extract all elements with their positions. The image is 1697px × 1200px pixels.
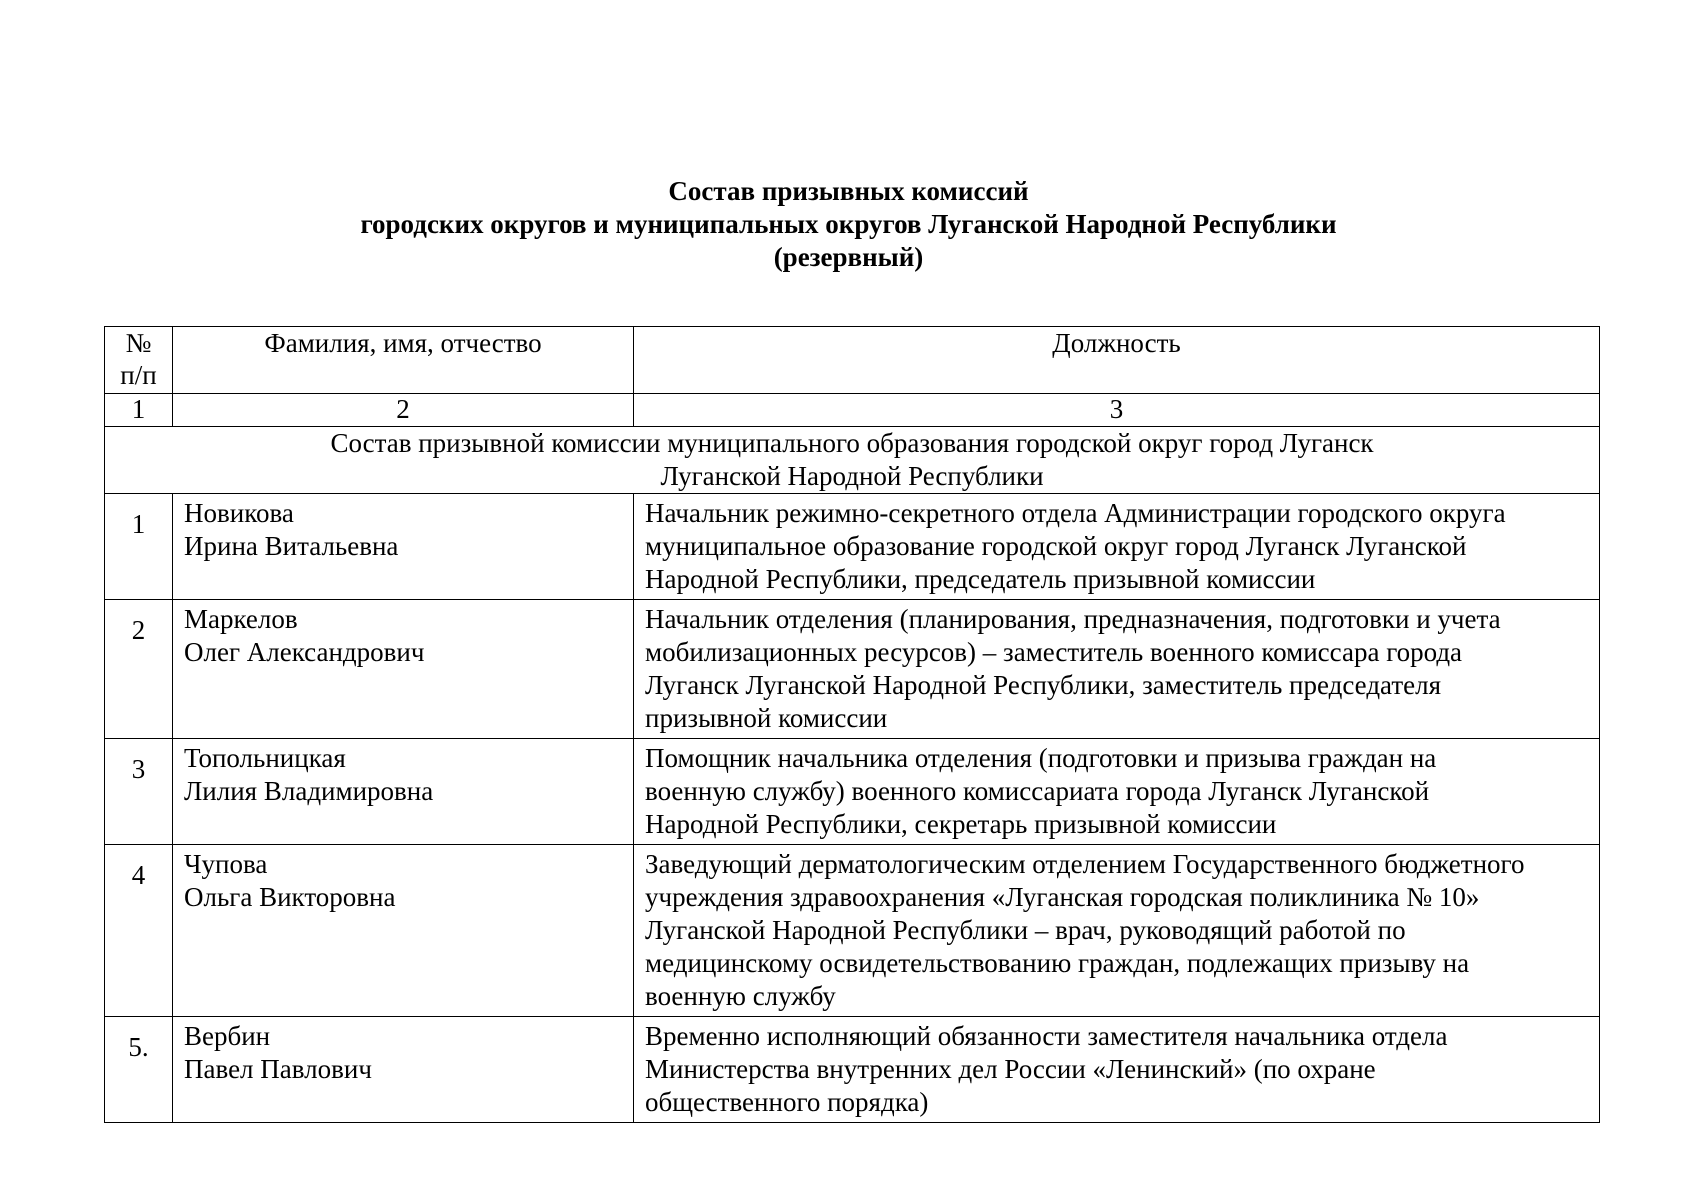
row-number: 4 — [105, 845, 173, 1017]
title-line-3: (резервный) — [773, 242, 924, 272]
section-heading — [105, 427, 1600, 494]
row-number: 1 — [105, 494, 173, 600]
member-given-names: Ольга Викторовна — [184, 882, 396, 912]
row-number: 2 — [105, 600, 173, 739]
section-heading-row — [105, 427, 1600, 494]
position-text-line: Временно исполняющий обязанности заместителя начальника отдела — [645, 1021, 1448, 1051]
position-text-line: учреждения здравоохранения «Луганская городская поликлиника № 10» — [645, 882, 1480, 912]
position-text-line: Начальник режимно-секретного отдела Администрации городского округа — [645, 498, 1506, 528]
member-given-names: Олег Александрович — [184, 637, 425, 667]
position-text-line: Народной Республики, председатель призывной комиссии — [645, 564, 1316, 594]
member-given-names: Ирина Витальевна — [184, 531, 399, 561]
member-position — [634, 600, 1600, 739]
title-line-1: Состав призывных комиссий — [668, 176, 1029, 206]
member-surname: Чупова — [184, 849, 268, 879]
table-header-row — [105, 327, 1600, 394]
position-text-line: призывной комиссии — [645, 703, 888, 733]
row-number: 5. — [105, 1017, 173, 1123]
member-surname: Маркелов — [184, 604, 298, 634]
section-heading-line-1: Состав призывной комиссии муниципального образования городской округ город Луганск — [330, 428, 1374, 458]
header-number-abbr: п/п — [120, 360, 157, 390]
member-full-name — [173, 845, 634, 1017]
position-text-line: общественного порядка) — [645, 1087, 929, 1117]
column-index-row — [105, 394, 1600, 427]
column-index-1: 1 — [105, 394, 173, 427]
member-given-names: Лилия Владимировна — [184, 776, 434, 806]
position-text-line: Луганской Народной Республики – врач, руководящий работой по — [645, 915, 1406, 945]
member-given-names: Павел Павлович — [184, 1054, 372, 1084]
member-surname: Новикова — [184, 498, 294, 528]
document-title — [0, 175, 1697, 274]
table-row — [105, 739, 1600, 845]
member-position — [634, 845, 1600, 1017]
header-position: Должность — [634, 327, 1600, 394]
position-text-line: муниципальное образование городской округ город Луганск Луганской — [645, 531, 1467, 561]
member-surname: Топольницкая — [184, 743, 346, 773]
position-text-line: Народной Республики, секретарь призывной комиссии — [645, 809, 1277, 839]
member-position — [634, 1017, 1600, 1123]
position-text-line: медицинскому освидетельствованию граждан, подлежащих призыву на — [645, 948, 1470, 978]
section-heading-line-2: Луганской Народной Республики — [660, 461, 1044, 491]
position-text-line: военную службу — [645, 981, 836, 1011]
position-text-line: Начальник отделения (планирования, предназначения, подготовки и учета — [645, 604, 1501, 634]
member-full-name — [173, 600, 634, 739]
header-number — [105, 327, 173, 394]
member-surname: Вербин — [184, 1021, 271, 1051]
title-line-2: городских округов и муниципальных округов Луганской Народной Республики — [360, 209, 1337, 239]
position-text-line: военную службу) военного комиссариата города Луганск Луганской — [645, 776, 1430, 806]
header-number-sign: № — [125, 328, 152, 358]
position-text-line: Министерства внутренних дел России «Ленинский» (по охране — [645, 1054, 1376, 1084]
position-text-line: Помощник начальника отделения (подготовки и призыва граждан на — [645, 743, 1437, 773]
header-full-name: Фамилия, имя, отчество — [173, 327, 634, 394]
member-position — [634, 739, 1600, 845]
column-index-2: 2 — [173, 394, 634, 427]
member-full-name — [173, 1017, 634, 1123]
member-full-name — [173, 494, 634, 600]
table-row — [105, 494, 1600, 600]
row-number: 3 — [105, 739, 173, 845]
commission-table — [104, 326, 1600, 1123]
position-text-line: мобилизационных ресурсов) – заместитель военного комиссара города — [645, 637, 1463, 667]
table-row — [105, 1017, 1600, 1123]
position-text-line: Заведующий дерматологическим отделением Государственного бюджетного — [645, 849, 1525, 879]
position-text-line: Луганск Луганской Народной Республики, заместитель председателя — [645, 670, 1442, 700]
member-full-name — [173, 739, 634, 845]
table-row — [105, 845, 1600, 1017]
member-position — [634, 494, 1600, 600]
column-index-3: 3 — [634, 394, 1600, 427]
table-row — [105, 600, 1600, 739]
